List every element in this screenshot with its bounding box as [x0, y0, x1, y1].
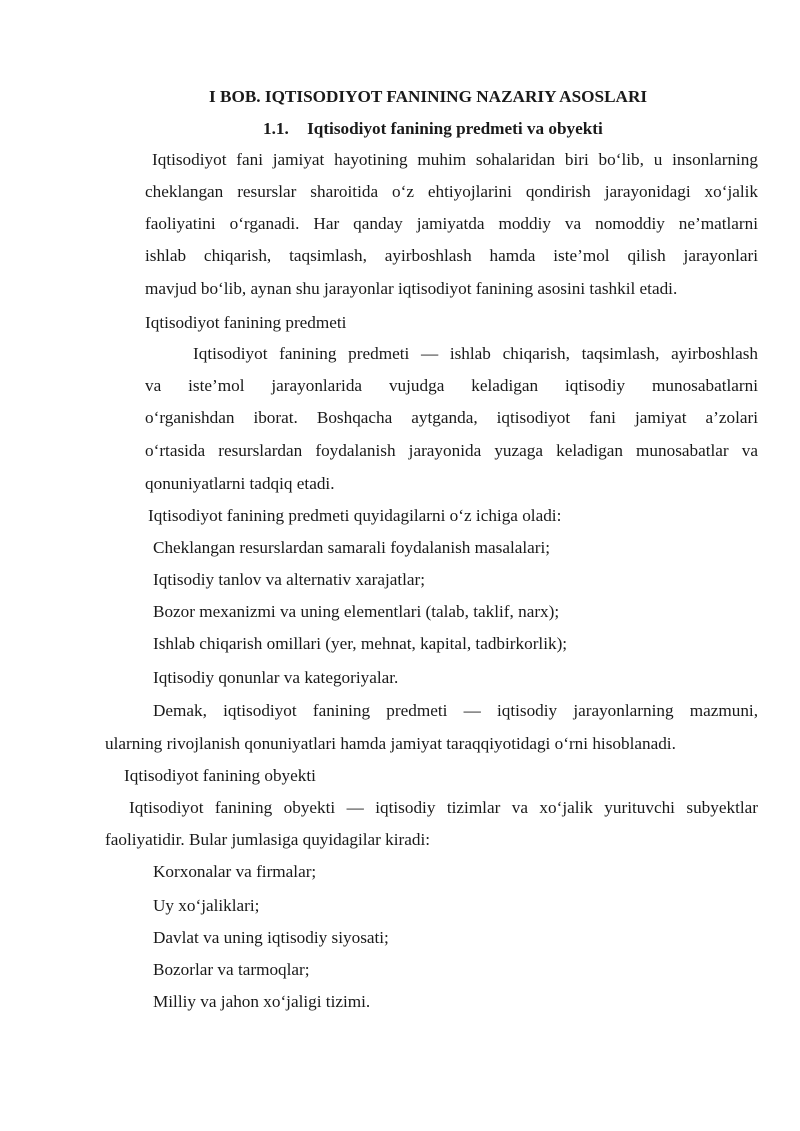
intro-line: faoliyatini o‘rganadi. Har qanday jamiyatda moddiy va nomoddiy ne’matlarni	[145, 214, 758, 233]
predmet-line: va iste’mol jarayonlarida vujudga keladigan iqtisodiy munosabatlarni	[145, 376, 758, 395]
list-item: Davlat va uning iqtisodiy siyosati;	[153, 928, 389, 947]
predmet-line: qonuniyatlarni tadqiq etadi.	[145, 474, 335, 493]
list-item: Milliy va jahon xo‘jaligi tizimi.	[153, 992, 371, 1011]
list-item: Cheklangan resurslardan samarali foydalanish masalalari;	[153, 538, 551, 557]
list-item: Ishlab chiqarish omillari (yer, mehnat, kapital, tadbirkorlik);	[153, 634, 568, 653]
predmet-line: Iqtisodiyot fanining predmeti — ishlab chiqarish, taqsimlash, ayirboshlash	[193, 344, 758, 363]
predmet-heading: Iqtisodiyot fanining predmeti	[145, 313, 347, 332]
obyekt-line: Iqtisodiyot fanining obyekti — iqtisodiy tizimlar va xo‘jalik yurituvchi subyektlar	[129, 798, 758, 817]
list-item: Uy xo‘jaliklari;	[153, 896, 260, 915]
list-item: Bozor mexanizmi va uning elementlari (talab, taklif, narx);	[153, 602, 560, 621]
intro-line: cheklangan resurslar sharoitida o‘z ehtiyojlarini qondirish jarayonidagi xo‘jalik	[145, 182, 758, 201]
predmet-line: o‘rganishdan iborat. Boshqacha aytganda, iqtisodiyot fani jamiyat a’zolari	[145, 408, 758, 427]
predmet-list-intro: Iqtisodiyot fanining predmeti quyidagilarni o‘z ichiga oladi:	[148, 506, 562, 525]
conclusion-line: Demak, iqtisodiyot fanining predmeti — iqtisodiy jarayonlarning mazmuni,	[153, 701, 758, 720]
section-title: Iqtisodiyot fanining predmeti va obyekti	[307, 119, 603, 138]
section-heading	[263, 118, 603, 140]
intro-line: mavjud bo‘lib, aynan shu jarayonlar iqtisodiyot fanining asosini tashkil etadi.	[145, 279, 678, 298]
chapter-title: I BOB. IQTISODIYOT FANINING NAZARIY ASOSLARI	[209, 87, 648, 106]
list-item: Iqtisodiy tanlov va alternativ xarajatlar;	[153, 570, 426, 589]
predmet-line: o‘rtasida resurslardan foydalanish jarayonida yuzaga keladigan munosabatlar va	[145, 441, 758, 460]
intro-line: ishlab chiqarish, taqsimlash, ayirboshlash hamda iste’mol qilish jarayonlari	[145, 246, 758, 265]
obyekt-heading: Iqtisodiyot fanining obyekti	[124, 766, 316, 785]
list-item: Korxonalar va firmalar;	[153, 862, 317, 881]
intro-line: Iqtisodiyot fani jamiyat hayotining muhim sohalaridan biri bo‘lib, u insonlarning	[152, 150, 758, 169]
list-item: Bozorlar va tarmoqlar;	[153, 960, 310, 979]
obyekt-line: faoliyatidir. Bular jumlasiga quyidagilar kiradi:	[105, 830, 431, 849]
conclusion-line: ularning rivojlanish qonuniyatlari hamda jamiyat taraqqiyotidagi o‘rni hisoblanadi.	[105, 734, 676, 753]
section-number: 1.1.	[263, 119, 289, 138]
list-item: Iqtisodiy qonunlar va kategoriyalar.	[153, 668, 399, 687]
